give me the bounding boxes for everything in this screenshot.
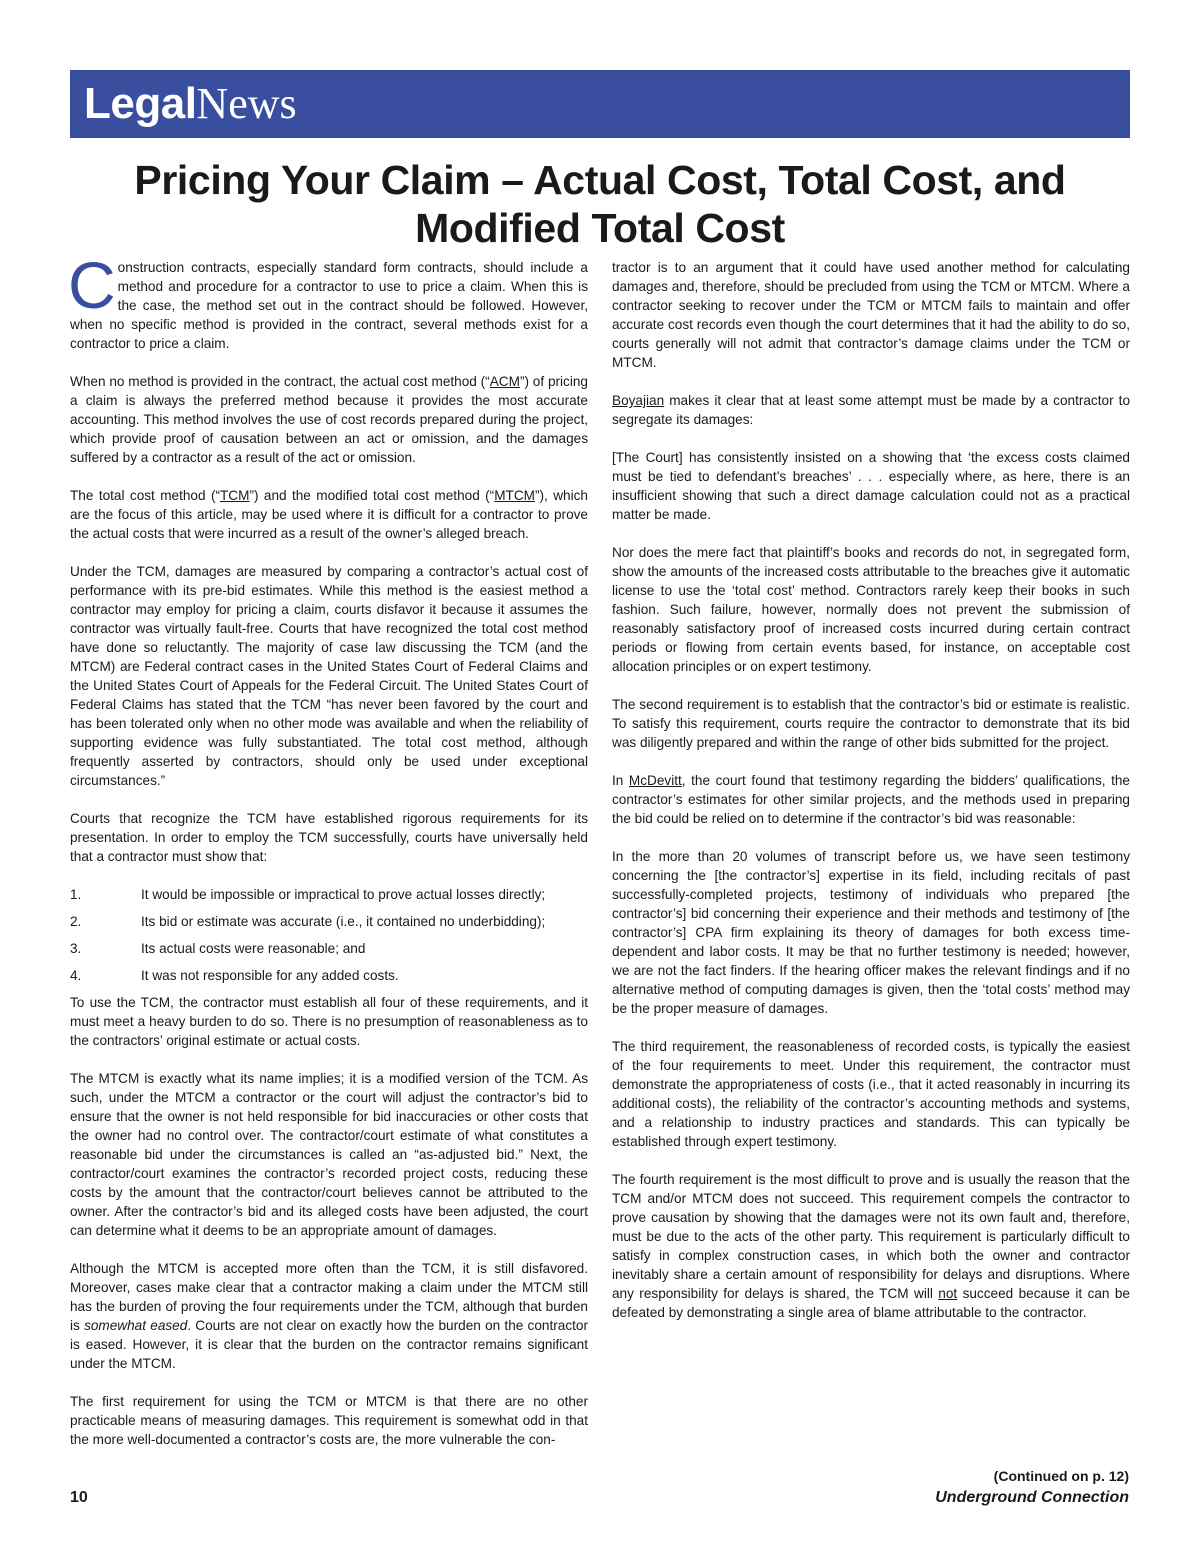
right-column [612, 258, 1130, 1322]
page-number: 10 [70, 1489, 88, 1506]
intro-text: onstruction contracts, especially standard form contracts, should include a method and procedure for a contractor to use to price a claim. When this is the case, the method set out in the contract should be followed. However, when no specific method is provided in the contract, several methods exist for a contractor to price a claim. [70, 260, 588, 351]
requirements-list [70, 885, 588, 985]
fourth-text-pre: The fourth requirement is the most difficult to prove and is usually the reason that the TCM and/or MTCM does not succeed. This requirement compels the contractor to prove causation by showing that the damages were not its own fault and, therefore, must be due to the acts of the other party. This requirement is particularly difficult to satisfy in complex construction cases, in which both the owner and contractor inevitably share a certain amount of responsibility for delays and disruptions. Where any responsibility for delays is shared, the TCM will [612, 1172, 1130, 1301]
third-requirement-paragraph: The third requirement, the reasonableness of recorded costs, is typically the easiest of the four requirements to meet. Under this requirement, the contractor must demonstrate the appropriateness of costs (i.e., that it acted reasonably in incurring its additional costs), the reliability of the contractor’s accounting methods and systems, and a relationship to industry practices and standards. This can typically be established through expert testimony. [612, 1039, 1130, 1149]
second-requirement-paragraph: The second requirement is to establish that the contractor’s bid or estimate is realistic. To satisfy this requirement, courts require the contractor to demonstrate that its bid was diligently prepared and within the range of other bids submitted for the project. [612, 697, 1130, 750]
tcm-paragraph [70, 486, 588, 543]
although-paragraph [70, 1259, 588, 1373]
list-text: It would be impossible or impractical to prove actual losses directly; [141, 887, 546, 902]
acm-abbr: ACM [489, 374, 520, 389]
although-text-post: . Courts are not clear on exactly how the burden on the contractor is eased. However, it is clear that the burden on the contractor remains significant under the MTCM. [70, 1318, 588, 1371]
mcdevitt-paragraph [612, 771, 1130, 828]
drop-cap: C [68, 248, 116, 322]
header-banner [70, 70, 1130, 138]
acm-paragraph [70, 372, 588, 467]
block-quote: In the more than 20 volumes of transcript before us, we have seen testimony concerning the [the contractor’s] expertise in its field, including recitals of past successfully-completed projects, testimony of individuals who prepared [the contractor’s] bid concerning their experience and their methods and testimony of [the contractor’s] CPA firm explaining its theory of damages for both excess time-dependent and labor costs. It may be that no further testimony is needed; however, we are not the fact finders. If the hearing officer makes the relevant findings and if no alternative method of computing damages is given, then the ‘total costs’ method may be the proper measure of damages. [612, 849, 1130, 1016]
first-requirement-paragraph: The first requirement for using the TCM or MTCM is that there are no other practicable means of measuring damages. This requirement is somewhat odd in that the more well-documented a contractor’s costs are, the more vulnerable the con- [70, 1394, 588, 1447]
left-column [68, 248, 588, 1449]
under-tcm-paragraph: Under the TCM, damages are measured by comparing a contractor’s actual cost of performance with its pre-bid estimates. While this method is the easiest method a contractor may employ for pricing a claim, courts disfavor it because it assumes the contractor was virtually fault-free. Courts that have recognized the total cost method have done so reluctantly. The majority of case law discussing the TCM (and the MTCM) are Federal contract cases in the United States Court of Federal Claims and the United States Court of Appeals for the Federal Circuit. The United States Court of Federal Claims has stated that the TCM “has never been favored by the court and has been tolerated only when no other mode was available and when the reliability of supporting evidence was fully substantiated. The total cost method, although frequently asserted by contractors, should only be used under exceptional circumstances.” [70, 564, 588, 788]
mtcm-abbr: MTCM [494, 488, 535, 503]
boyajian-paragraph [612, 391, 1130, 429]
tcm-text-post: ”), which are the focus of this article, may be used where it is difficult for a contractor to prove the actual costs that were incurred as a result of the owner’s alleged breach. [70, 488, 588, 541]
list-item [70, 912, 588, 931]
publication-name: Underground Connection [935, 1489, 1129, 1506]
list-text: Its actual costs were reasonable; and [141, 941, 366, 956]
mtcm-paragraph: The MTCM is exactly what its name implies; it is a modified version of the TCM. As such, under the MTCM a contractor or the court will adjust the contractor’s bid to ensure that the owner is not held responsible for bid inaccuracies or other costs that the owner had no control over. The contractor/court estimate of what constitutes a reasonable bid under the circumstances is called an “as-adjusted bid.” Next, the contractor/court examines the contractor’s recorded project costs, reducing these costs by the amount that the contractor/court believes cannot be attributed to the owner. After the contractor’s bid and its alleged costs have been adjusted, the court can determine what it deems to be an appropriate amount of damages. [70, 1071, 588, 1238]
block-quote: Nor does the mere fact that plaintiff’s books and records do not, in segregated form, show the amounts of the increased costs attributable to the breaches give it automatic license to use the ‘total cost’ method. Contractors rarely keep their books in such fashion. Such failure, however, normally does not prevent the submission of reasonably satisfactory proof of increased costs incurred during certain contract periods or flowing from certain events based, for instance, on acceptable cost allocation principles or on expert testimony. [612, 545, 1130, 674]
list-item [70, 885, 588, 904]
acm-text-pre: When no method is provided in the contract, the actual cost method (“ [70, 374, 490, 389]
article-title: Pricing Your Claim – Actual Cost, Total Cost, and Modified Total Cost [134, 157, 1066, 251]
emphasis-not: not [938, 1286, 958, 1301]
tcm-abbr: TCM [220, 488, 250, 503]
list-text: Its bid or estimate was accurate (i.e., it contained no underbidding); [141, 914, 546, 929]
courts-recognize-paragraph: Courts that recognize the TCM have established rigorous requirements for its presentation. In order to employ the TCM successfully, courts have universally held that a contractor must show that: [70, 811, 588, 864]
fourth-text-post: succeed because it can be defeated by demonstrating a single area of blame attributable to the contractor. [612, 1286, 1130, 1320]
masthead-legal: Legal [84, 79, 197, 128]
block-quote: [The Court] has consistently insisted on a showing that ‘the excess costs claimed must be tied to defendant’s breaches’ . . . especially where, as here, there is an insufficient showing that such a direct damage calculation could not as a practical matter be made. [612, 450, 1130, 522]
boyajian-case-name: Boyajian [612, 393, 665, 408]
to-use-paragraph: To use the TCM, the contractor must establish all four of these requirements, and it must meet a heavy burden to do so. There is no presumption of reasonableness as to the contractors’ original estimate or actual costs. [70, 995, 588, 1048]
acm-text-post: ”) of pricing a claim is always the preferred method because it provides the most accurate accounting. This method involves the use of cost records prepared during the project, which provide proof of causation between an act or omission, and the damages suffered by a contractor as a result of the act or omission. [70, 374, 588, 465]
list-number: 1. [70, 887, 82, 902]
list-number: 4. [70, 968, 82, 983]
boyajian-text: makes it clear that at least some attempt must be made by a contractor to segregate its damages: [612, 393, 1130, 427]
masthead-news: News [196, 79, 297, 128]
continued-note: (Continued on p. 12) [993, 1468, 1129, 1484]
first-requirement-continued: tractor is to an argument that it could have used another method for calculating damages and, therefore, should be precluded from using the TCM or MTCM. Where a contractor seeking to recover under the TCM or MTCM fails to maintain and offer accurate cost records even though the court determines that it had the ability to do so, courts generally will not admit that contractor’s damage claims under the TCM or MTCM. [612, 260, 1130, 370]
list-text: It was not responsible for any added costs. [141, 968, 399, 983]
emphasis-text: somewhat eased [84, 1318, 188, 1333]
tcm-text-pre: The total cost method (“ [70, 488, 220, 503]
tcm-text-mid: ”) and the modified total cost method (“ [249, 488, 495, 503]
mcdevitt-text-post: , the court found that testimony regarding the bidders’ qualifications, the contractor’s estimates for other similar projects, and the methods used in preparing the bid could be relied on to determine if the contractor’s bid was reasonable: [612, 773, 1130, 826]
list-item [70, 939, 588, 958]
mcdevitt-text-pre: In [612, 773, 629, 788]
list-number: 2. [70, 914, 82, 929]
mcdevitt-case-name: McDevitt [628, 773, 682, 788]
fourth-requirement-paragraph [612, 1170, 1130, 1322]
although-text-pre: Although the MTCM is accepted more often than the TCM, it is still disfavored. Moreover, cases make clear that a contractor making a claim under the MTCM still has the burden of proving the four requirements under the TCM, although that burden is [70, 1261, 588, 1333]
masthead-logo [84, 76, 297, 132]
list-number: 3. [70, 941, 82, 956]
list-item [70, 966, 588, 985]
intro-paragraph [68, 248, 588, 353]
